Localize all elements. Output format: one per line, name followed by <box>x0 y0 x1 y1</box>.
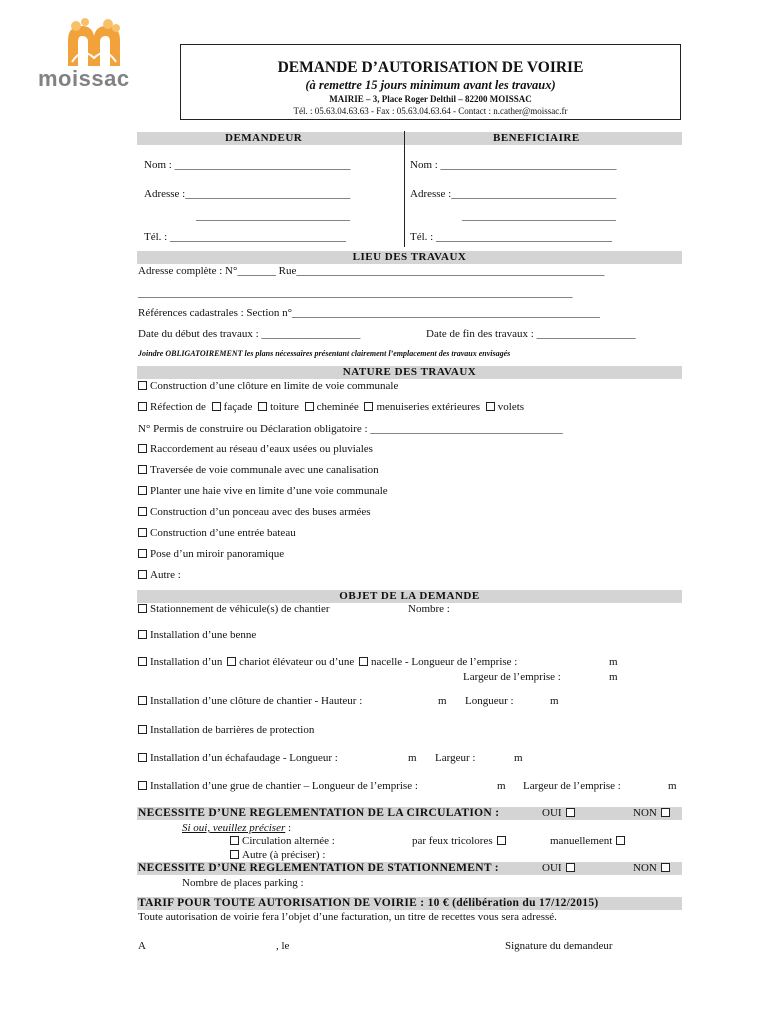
option-label: Pose d’un miroir panoramique <box>150 548 285 560</box>
objet-chariot-option[interactable] <box>138 657 517 668</box>
checkbox[interactable] <box>661 808 670 817</box>
stationnement-oui-option[interactable] <box>542 863 578 874</box>
checkbox[interactable] <box>661 863 670 872</box>
largeur-field[interactable]: Largeur : <box>435 752 476 764</box>
references-cadastrales-field[interactable]: Références cadastrales : Section n°________________________________________________________ <box>138 307 601 319</box>
option-label: Stationnement de véhicule(s) de chantier <box>150 603 330 615</box>
places-parking-field[interactable]: Nombre de places parking : <box>182 877 304 889</box>
option-label: NON <box>633 807 657 819</box>
objet-grue-option[interactable] <box>138 781 418 792</box>
demandeur-adresse2-field[interactable]: ____________________________ <box>196 210 350 222</box>
option-label: façade <box>223 401 253 413</box>
option-label: nacelle - Longueur de l’emprise : <box>371 656 518 668</box>
page-title: DEMANDE D’AUTORISATION DE VOIRIE <box>277 59 584 76</box>
nature-autre-option[interactable] <box>138 570 181 581</box>
checkbox[interactable] <box>138 753 147 762</box>
option-label: OUI <box>542 807 562 819</box>
checkbox[interactable] <box>138 630 147 639</box>
checkbox-menuiseries[interactable] <box>364 402 373 411</box>
column-divider <box>404 131 405 247</box>
demandeur-tel-field[interactable]: Tél. : ________________________________ <box>144 231 346 243</box>
checkbox[interactable] <box>138 444 147 453</box>
option-label: Installation d’une clôture de chantier - Hauteur : <box>150 695 363 707</box>
option-label: Construction d’une clôture en limite de voie communale <box>150 380 399 392</box>
beneficiaire-adresse-field[interactable]: Adresse :______________________________ <box>410 188 617 200</box>
nature-refection-option[interactable] <box>138 402 524 413</box>
objet-barrieres-option[interactable] <box>138 725 314 736</box>
option-label: manuellement <box>550 835 613 847</box>
nature-miroir-option[interactable] <box>138 549 284 560</box>
option-label: chariot élévateur ou d’une <box>239 656 355 668</box>
logo-wordmark: moissac <box>38 66 130 91</box>
option-label: Circulation alternée : <box>242 835 335 847</box>
nature-raccordement-option[interactable] <box>138 444 373 455</box>
grue-largeur-field[interactable]: Largeur de l’emprise : <box>523 780 621 792</box>
nature-heading: NATURE DES TRAVAUX <box>342 366 477 378</box>
option-label: Autre (à préciser) : <box>242 849 326 861</box>
unit-m: m <box>609 656 618 668</box>
lieu-heading: LIEU DES TRAVAUX <box>352 251 467 263</box>
lieu-signature-field[interactable]: A <box>138 940 146 952</box>
option-label: toiture <box>270 401 299 413</box>
si-oui-label <box>182 823 291 834</box>
option-label: Réfection de <box>150 401 206 413</box>
beneficiaire-nom-field[interactable]: Nom : ________________________________ <box>410 159 617 171</box>
checkbox-facade[interactable] <box>212 402 221 411</box>
stationnement-non-option[interactable] <box>633 863 673 874</box>
unit-m: m <box>408 752 417 764</box>
lieu-adresse-field[interactable]: Adresse complète : N°_______ Rue________________________________________________________ <box>138 265 605 277</box>
lieu-adresse-line2[interactable]: _______________________________________________________________________________ <box>138 287 573 299</box>
mairie-contact: Tél. : 05.63.04.63.63 - Fax : 05.63.04.63.64 - Contact : n.cather@moissac.fr <box>293 106 568 116</box>
option-label: OUI <box>542 862 562 874</box>
date-signature-field[interactable]: , le <box>276 940 290 952</box>
option-label: volets <box>497 401 525 413</box>
objet-echafaudage-option[interactable] <box>138 753 338 764</box>
beneficiaire-heading: BENEFICIAIRE <box>493 132 580 144</box>
checkbox[interactable] <box>138 781 147 790</box>
checkbox-nacelle[interactable] <box>359 657 368 666</box>
nombre-field[interactable]: Nombre : <box>408 603 450 615</box>
unit-m: m <box>514 752 523 764</box>
nature-header-bar <box>137 366 682 379</box>
unit-m: m <box>550 695 559 707</box>
signature-label: Signature du demandeur <box>505 940 613 952</box>
checkbox[interactable] <box>138 402 147 411</box>
si-oui-text: Si oui, veuillez préciser <box>182 822 286 834</box>
option-label: Installation d’une grue de chantier – Longueur de l’emprise : <box>150 780 418 792</box>
unit-m: m <box>668 780 677 792</box>
nature-cloture-option[interactable] <box>138 381 398 392</box>
option-label: Planter une haie vive en limite d’une voie communale <box>150 485 388 497</box>
page-subtitle: (à remettre 15 jours minimum avant les travaux) <box>305 78 556 92</box>
title-box <box>180 44 681 120</box>
objet-heading: OBJET DE LA DEMANDE <box>339 590 480 602</box>
stationnement-heading: NECESSITE D’UNE REGLEMENTATION DE STATIONNEMENT : <box>138 862 499 874</box>
option-label: Raccordement au réseau d’eaux usées ou pluviales <box>150 443 373 455</box>
checkbox[interactable] <box>497 836 506 845</box>
unit-m: m <box>438 695 447 707</box>
demandeur-nom-field[interactable]: Nom : ________________________________ <box>144 159 351 171</box>
checkbox[interactable] <box>138 486 147 495</box>
checkbox-cheminee[interactable] <box>305 402 314 411</box>
checkbox[interactable] <box>616 836 625 845</box>
parties-header-bar <box>137 132 682 145</box>
checkbox-volets[interactable] <box>486 402 495 411</box>
beneficiaire-adresse2-field[interactable]: ____________________________ <box>462 210 616 222</box>
lieu-note: Joindre OBLIGATOIREMENT les plans nécessaires présentant clairement l’emplacement des travaux envisagés <box>138 349 511 358</box>
nature-ponceau-option[interactable] <box>138 507 371 518</box>
checkbox[interactable] <box>138 465 147 474</box>
checkbox[interactable] <box>138 507 147 516</box>
nature-traversee-option[interactable] <box>138 465 379 476</box>
checkbox[interactable] <box>138 528 147 537</box>
largeur-emprise-field[interactable]: Largeur de l’emprise : <box>463 671 561 683</box>
objet-stationnement-option[interactable] <box>138 604 330 615</box>
option-label: Installation d’un <box>150 656 223 668</box>
checkbox-toiture[interactable] <box>258 402 267 411</box>
objet-header-bar <box>137 590 682 603</box>
option-label: Construction d’un ponceau avec des buses armées <box>150 506 371 518</box>
checkbox[interactable] <box>138 549 147 558</box>
option-label: par feux tricolores <box>412 835 493 847</box>
circulation-autre-option[interactable] <box>230 850 325 861</box>
checkbox[interactable] <box>138 604 147 613</box>
checkbox[interactable] <box>138 570 147 579</box>
unit-m: m <box>497 780 506 792</box>
circulation-non-option[interactable] <box>633 808 673 819</box>
checkbox[interactable] <box>566 863 575 872</box>
longueur-field[interactable]: Longueur : <box>465 695 514 707</box>
circulation-oui-option[interactable] <box>542 808 578 819</box>
unit-m: m <box>609 671 618 683</box>
circulation-alternee-option[interactable] <box>230 836 335 847</box>
permis-field[interactable]: N° Permis de construire ou Déclaration obligatoire : ___________________________________ <box>138 423 563 435</box>
demandeur-adresse-field[interactable]: Adresse :______________________________ <box>144 188 351 200</box>
option-label: Construction d’une entrée bateau <box>150 527 296 539</box>
objet-benne-option[interactable] <box>138 630 256 641</box>
option-label: Installation d’une benne <box>150 629 257 641</box>
logo-icon <box>36 18 146 68</box>
demandeur-heading: DEMANDEUR <box>225 132 303 144</box>
checkbox[interactable] <box>138 725 147 734</box>
colon: : <box>285 822 292 834</box>
checkbox-chariot[interactable] <box>227 657 236 666</box>
manuellement-option[interactable] <box>550 836 628 847</box>
circulation-heading: NECESSITE D’UNE REGLEMENTATION DE LA CIRCULATION : <box>138 807 500 819</box>
option-label: cheminée <box>316 401 359 413</box>
nature-entree-option[interactable] <box>138 528 296 539</box>
option-label: Installation de barrières de protection <box>150 724 315 736</box>
beneficiaire-tel-field[interactable]: Tél. : ________________________________ <box>410 231 612 243</box>
checkbox[interactable] <box>138 657 147 666</box>
tarif-text: Toute autorisation de voirie fera l’objet d’une facturation, un titre de recettes vous sera adressé. <box>138 911 557 923</box>
checkbox[interactable] <box>566 808 575 817</box>
option-label: Traversée de voie communale avec une canalisation <box>150 464 379 476</box>
checkbox[interactable] <box>138 381 147 390</box>
option-label: menuiseries extérieures <box>376 401 481 413</box>
nature-haie-option[interactable] <box>138 486 388 497</box>
tarif-heading: TARIF POUR TOUTE AUTORISATION DE VOIRIE : 10 € (délibération du 17/12/2015) <box>138 897 599 909</box>
checkbox[interactable] <box>230 836 239 845</box>
date-debut-field[interactable]: Date du début des travaux : __________________ <box>138 328 361 340</box>
checkbox[interactable] <box>138 696 147 705</box>
mairie-address: MAIRIE – 3, Place Roger Delthil – 82200 MOISSAC <box>329 94 532 104</box>
option-label: NON <box>633 862 657 874</box>
date-fin-field[interactable]: Date de fin des travaux : __________________ <box>426 328 636 340</box>
option-label: Installation d’un échafaudage - Longueur : <box>150 752 338 764</box>
checkbox[interactable] <box>230 850 239 859</box>
objet-cloture-chantier-option[interactable] <box>138 696 362 707</box>
option-label: Autre : <box>150 569 181 581</box>
lieu-header-bar <box>137 251 682 264</box>
feux-tricolores-option[interactable] <box>412 836 509 847</box>
